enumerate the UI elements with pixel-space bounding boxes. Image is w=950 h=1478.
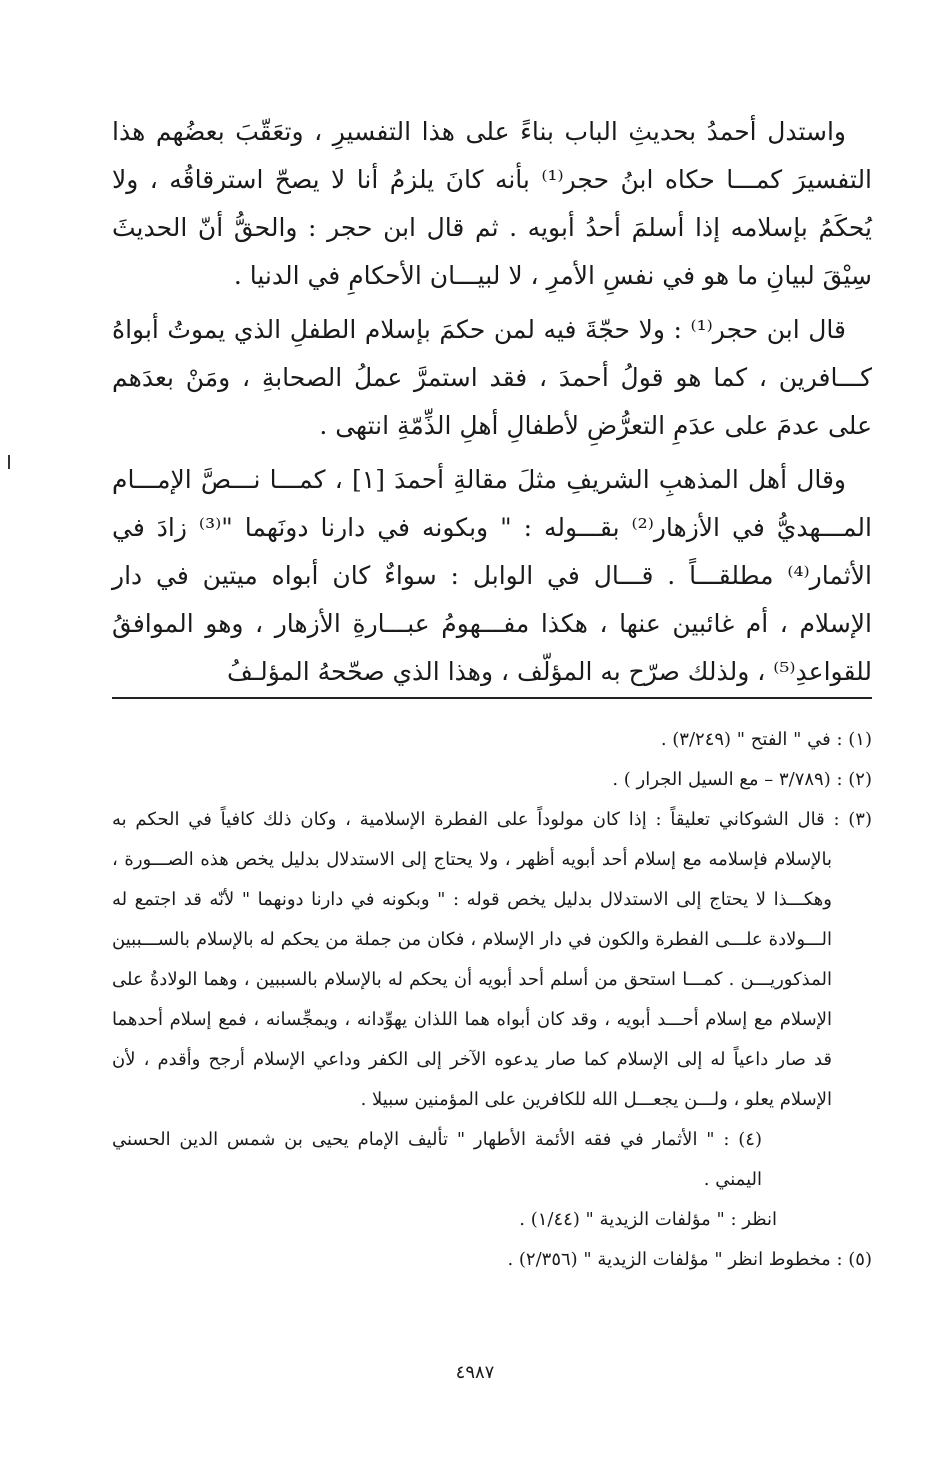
- footnote-5: (٥) : مخطوط انظر " مؤلفات الزيدية " (٢/٣٥٦) .: [507, 1249, 872, 1270]
- main-text: [112, 108, 872, 702]
- footnote-2: (٢) : (٣/٧٨٩ – مع السيل الجرار ) .: [612, 769, 872, 790]
- margin-mark: [8, 455, 10, 469]
- footnote-3: (٣) : قال الشوكاني تعليقاً : إذا كان مولوداً على الفطرة الإسلامية ، وكان ذلك كافياً في الحكم به بالإسلام فإسلامه مع إسلام أحد أبويه أظهر ، ولا يحتاج إلى الاستدلال بدليل يخص هذه الصـــورة ، وهكـــذا لا يحتاج إلى الاستدلال بدليل يخص قوله : " وبكونه في دارنا دونهما " لأنّه قد اجتمع له الـــولادة علـــى الفطرة والكون في دار الإسلام ، فكان من جملة من يحكم له بالإسلام بالســـببين المذكوريـــن . كمـــا استحق من أسلم أحد أبويه أن يحكم له بالإسلام بالسببين ، وهما الولادةُ على الإسلام مع إسلام أحـــد أبويه ، وقد كان أبواه هما اللذان يهوِّدانه ، ويمجِّسانه ، فمع إسلام أحدهما قد صار داعياً له إلى الإسلام كما صار يدعوه الآخر إلى الكفر وداعي الإسلام أرجح وأقدم ، لأن الإسلام يعلو ، ولـــن يجعـــل الله للكافرين على المؤمنين سبيلا .: [112, 809, 872, 1110]
- paragraph-3: وقال أهل المذهبِ الشريفِ مثلَ مقالةِ أحمدَ [١] ، كمـــا نـــصَّ الإمـــام المـــهديُّ في الأزهار⁽²⁾ بقـــوله : " وبكونه في دارنا دونَهما "⁽³⁾ زادَ في الأثمار⁽⁴⁾ مطلقـــاً . قـــال في الوابل : سواءٌ كان أبواه ميتين في دار الإسلام ، أم غائبين عنها ، هكذا مفـــهومُ عبـــارةِ الأزهار ، وهو الموافقُ للقواعدِ⁽⁵⁾ ، ولذلك صرّح به المؤلّف ، وهذا الذي صحّحهُ المؤلـفُ: [112, 465, 872, 686]
- paragraph-1: واستدل أحمدُ بحديثِ الباب بناءً على هذا التفسيرِ ، وتعَقّبَ بعضُهم هذا التفسيرَ كمـــا حكاه ابنُ حجر⁽¹⁾ بأنه كانَ يلزمُ أنا لا يصحّ استرقاقُه ، ولا يُحكَمُ بإسلامه إذا أسلمَ أحدُ أبويه . ثم قال ابن حجر : والحقُّ أنّ الحديثَ سِيْقَ لبيانِ ما هو في نفسِ الأمرِ ، لا لبيـــان الأحكامِ في الدنيا .: [112, 117, 873, 290]
- footnote-4-reference: انظر : " مؤلفات الزيدية " (١/٤٤) .: [519, 1209, 777, 1230]
- footnote-4: (٤) : " الأثمار في فقه الأئمة الأطهار " تأليف الإمام يحيى بن شمس الدين الحسني اليمني .: [112, 1129, 762, 1190]
- footnote-1: (١) : في " الفتح " (٣/٢٤٩) .: [660, 729, 872, 750]
- page-number: ٤٩٨٧: [455, 1362, 495, 1383]
- footnote-separator: [112, 697, 872, 699]
- footnotes: [112, 720, 872, 1280]
- paragraph-2: قال ابن حجر⁽¹⁾ : ولا حجّةَ فيه لمن حكمَ بإسلام الطفلِ الذي يموتُ أبواهُ كـــافرين ، كما هو قولُ أحمدَ ، فقد استمرَّ عملُ الصحابةِ ، ومَنْ بعدَهم على عدمَ على عدَمِ التعرُّضِ لأطفالِ أهلِ الذِّمّةِ انتهى .: [112, 315, 872, 440]
